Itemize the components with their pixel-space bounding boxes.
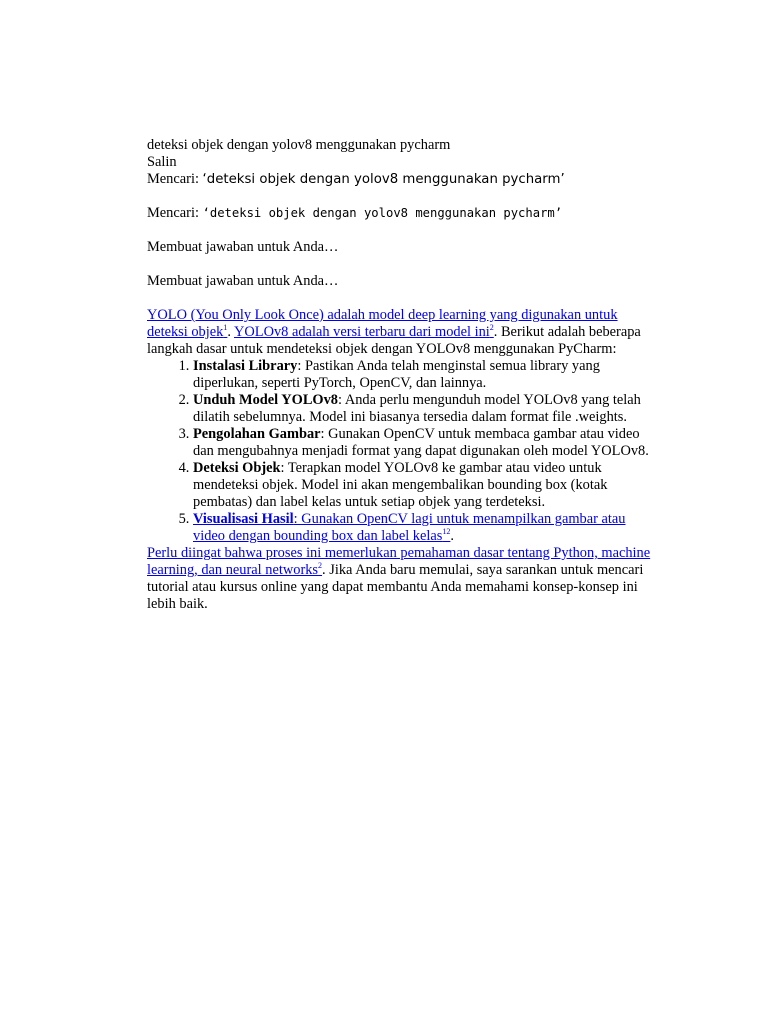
search-query-1: ‘deteksi objek dengan yolov8 menggunakan pycharm’ [202,172,565,187]
search-status-line-2: Mencari: ‘deteksi objek dengan yolov8 menggunakan pycharm’ [147,205,563,221]
step-text: : Gunakan OpenCV untuk membaca gambar atau video dan mengubahnya menjadi format yang dapat digunakan oleh model YOLOv8. [193,426,649,459]
step-text: : Terapkan model YOLOv8 ke gambar atau video untuk mendeteksi objek. Model ini akan mengembalikan bounding box (kotak pembatas) dan label kelas untuk setiap objek yang terdeteksi. [193,460,608,510]
search-query-2: ‘deteksi objek dengan yolov8 menggunakan pycharm’ [202,206,563,220]
generating-status-1: Membuat jawaban untuk Anda… [147,239,339,255]
step-title: Pengolahan Gambar [193,426,321,442]
list-item [193,358,659,392]
query-title: deteksi objek dengan yolov8 menggunakan pycharm [147,137,451,153]
list-item [193,460,659,511]
step-title: Instalasi Library [193,358,298,374]
copy-button[interactable]: Salin [147,154,177,170]
citation-ref[interactable]: 2 [318,561,323,570]
closing-paragraph: Perlu diingat bahwa proses ini memerlukan pemahaman dasar tentang Python, machine learning, dan neural networks$^2$. Jika Anda baru memulai, saya sarankan untuk mencari tutorial atau kursus online yang dapat membantu Anda memahami konsep-konsep ini lebih baik. [147,545,651,612]
search-status-line-1: Mencari: ‘deteksi objek dengan yolov8 menggunakan pycharm’ [147,171,565,187]
steps-list [147,358,659,545]
step-text: : Pastikan Anda telah menginstal semua library yang diperlukan, seperti PyTorch, OpenCV, dan lainnya. [193,358,600,391]
citation-ref[interactable]: 1 [223,323,228,332]
spacer [147,290,659,307]
closing-link[interactable]: Perlu diingat bahwa proses ini memerlukan pemahaman dasar tentang Python, machine learning, dan neural networks$^2$ [147,545,651,578]
intro-link-yolov8[interactable]: YOLOv8 adalah versi terbaru dari model ini$^2$ [234,323,494,340]
generating-status-2: Membuat jawaban untuk Anda… [147,273,339,289]
step-title: Deteksi Objek [193,460,281,476]
list-item [193,392,659,426]
step-text: : Anda perlu mengunduh model YOLOv8 yang telah dilatih sebelumnya. Model ini biasanya tersedia dalam format file .weights. [193,392,641,425]
citation-ref[interactable]: 12 [442,527,451,536]
spacer [147,222,659,239]
spacer [147,188,659,205]
list-item [193,426,659,460]
step-title: Unduh Model YOLOv8 [193,392,339,408]
step-link-visualisasi[interactable] [193,511,625,544]
document-content [147,137,659,613]
spacer [147,256,659,273]
intro-paragraph: YOLO (You Only Look Once) adalah model deep learning yang digunakan untuk deteksi objek$^1$. YOLOv8 adalah versi terbaru dari model ini$^2$. Berikut adalah beberapa langkah dasar untuk mendeteksi objek dengan YOLOv8 menggunakan PyCharm: [147,307,641,357]
step-text: : Gunakan OpenCV lagi untuk menampilkan gambar atau video dengan bounding box dan label kelas [193,511,626,544]
citation-ref[interactable]: 2 [489,323,494,332]
step-title: Visualisasi Hasil [193,511,294,527]
intro-link-yolo[interactable]: YOLO (You Only Look Once) adalah model deep learning yang digunakan untuk deteksi objek$^1$ [147,307,618,340]
list-item: 5. Visualisasi Hasil: Gunakan OpenCV lagi untuk menampilkan gambar atau video dengan bounding box dan label kelas$^{12}$. [193,511,659,545]
